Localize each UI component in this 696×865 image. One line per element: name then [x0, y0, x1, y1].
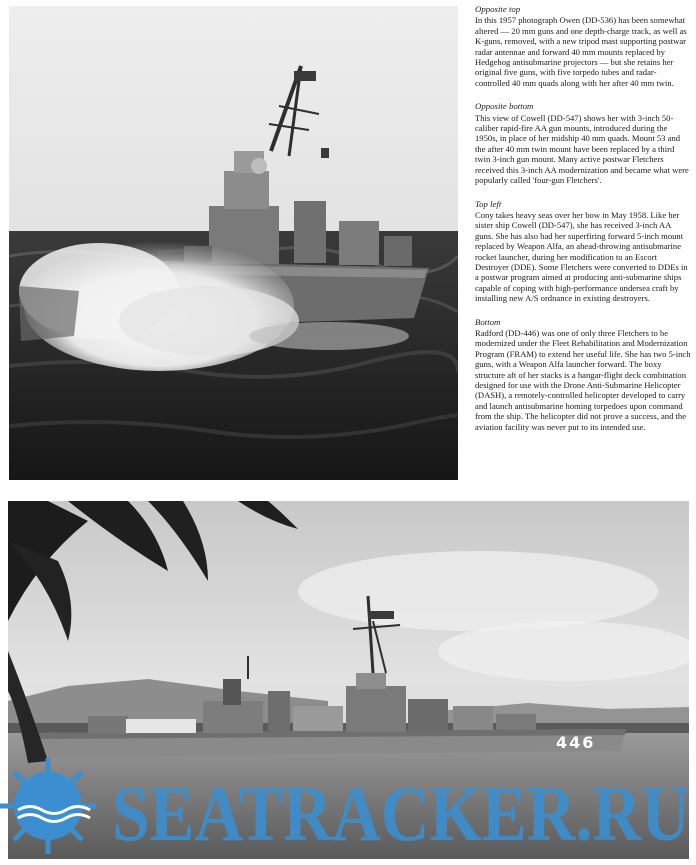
- caption-top-left: [475, 199, 691, 304]
- caption-opposite-top: [475, 4, 691, 88]
- photo-destroyer-heavy-seas: [9, 6, 458, 480]
- photo-destroyer-radford: [8, 501, 689, 859]
- caption-opposite-bottom: [475, 101, 691, 185]
- destroyer-radford-illustration: [8, 501, 689, 859]
- caption-text: Radford (DD-446) was one of only three Fletchers to be modernized under the Fleet Rehabilitation and Modernization Program (FRAM) to extend her useful life. She has two 5-inch guns, with a Weapon Alfa launcher forward. The boxy structure aft of her stacks is a hangar-flight deck combination designed for use with the Drone Anti-Submarine Helicopter (DASH), a remotely-controlled helicopter developed to carry and launch antisubmarine homing torpedoes upon command from the ship. The helicopter did not prove a success, and the aviation facility was never put to its intended use.: [475, 327, 691, 432]
- hull-number: 446: [556, 733, 596, 752]
- destroyer-heavy-seas-illustration: [9, 6, 458, 480]
- caption-bottom: [475, 317, 691, 432]
- caption-heading: Opposite bottom: [475, 101, 534, 112]
- caption-text: This view of Cowell (DD-547) shows her with 3-inch 50-caliber rapid-fire AA gun mounts, introduced during the 1950s, in place of her midship 40 mm quads. Mount 53 and the after 40 mm twin mount have been replaced by a third twin 3-inch gun mount. Many active postwar Fletchers received this 3-inch AA modernization and became what were popularly called 'four-gun Fletchers'.: [475, 112, 689, 186]
- caption-heading: Bottom: [475, 316, 501, 327]
- caption-heading: Opposite top: [475, 4, 521, 14]
- caption-heading: Top left: [475, 198, 502, 209]
- caption-text: In this 1957 photograph Owen (DD-536) has been somewhat altered — 20 mm guns and one depth-charge track, as well as K-guns, removed, with a new tripod mast supporting postwar radar antennae and forward 40 mm mounts replaced by Hedgehog antisubmarine projectors — but she retains her original five guns, with five torpedo tubes and radar-controlled 40 mm quads along with her after 40 mm twin.: [475, 15, 687, 88]
- captions-column: [475, 4, 691, 445]
- watermark-text: SEATRACKER.RU: [112, 770, 690, 857]
- caption-text: Cony takes heavy seas over her bow in May 1958. Like her sister ship Cowell (DD-547), she has received 3-inch AA guns. She has also had her superfiring forward 5-inch mount replaced by Weapon Alfa, an ahead-throwing antisubmarine rocket launcher, during her modification to an Escort Destroyer (DDE). Some Fletchers were converted to DDEs in a postwar program aimed at producing anti-submarine ships capable of coping with high-performance undersea craft by installing new A/S ordnance in existing destroyers.: [475, 209, 688, 304]
